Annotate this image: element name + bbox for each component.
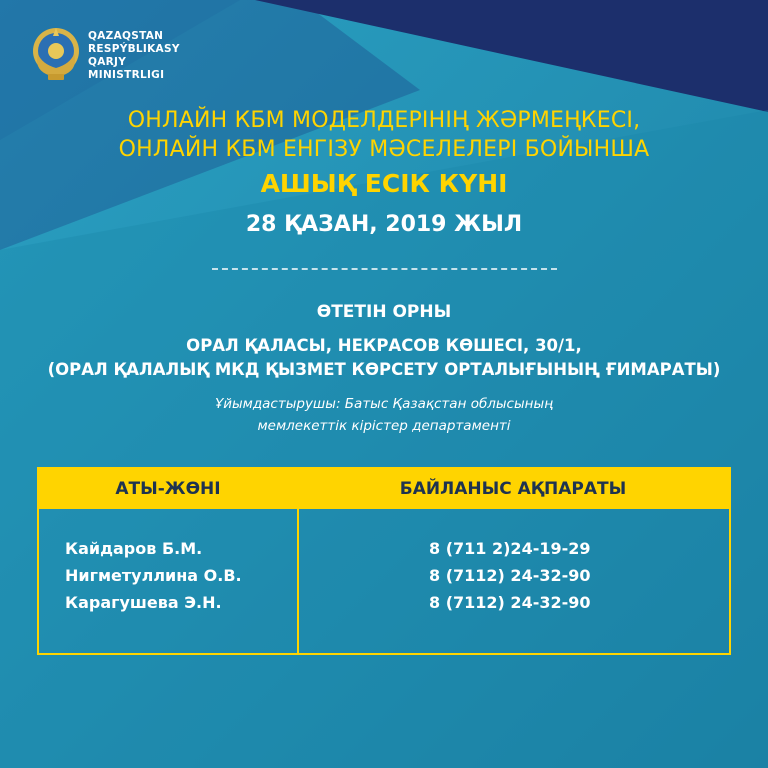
table-header [39,469,729,509]
contact-name: Нигметуллина О.В. [65,566,242,585]
ministry-line: MINISTRLIGI [88,69,165,81]
title-line-2: ОНЛАЙН КБМ ЕНГІЗУ МӘСЕЛЕЛЕРІ БОЙЫНША [118,137,650,162]
phones-column [429,539,591,620]
ministry-line: RESPÝBLIKASY [88,43,180,55]
title-line-3: АШЫҚ ЕСІК КҮНІ [260,169,508,198]
header-contact: БАЙЛАНЫС АҚПАРАТЫ [399,479,627,499]
title-line-1: ОНЛАЙН КБМ МОДЕЛДЕРІНІҢ ЖӘРМЕҢКЕСІ, [127,108,641,133]
organizer-line-2: мемлекеттік кірістер департаменті [257,418,511,434]
dashed-divider [212,268,557,270]
ministry-line: QAZAQSTAN [88,30,164,42]
event-date: 28 ҚАЗАН, 2019 ЖЫЛ [245,212,523,237]
header-name: АТЫ-ЖӨНІ [115,479,221,499]
ministry-line: QARJY [88,56,127,68]
column-divider [297,509,299,653]
contact-phone: 8 (711 2)24-19-29 [429,539,591,558]
contact-phone: 8 (7112) 24-32-90 [429,566,591,585]
kazakhstan-emblem-icon [30,24,82,82]
contacts-table [37,467,731,655]
contact-name: Кайдаров Б.М. [65,539,203,558]
ministry-name [88,30,180,82]
organizer-line-1: Ұйымдастырушы: Батыс Қазақстан облысының [214,396,554,412]
names-column [65,539,242,620]
contact-name: Карагушева Э.Н. [65,593,222,612]
venue-heading: ӨТЕТІН ОРНЫ [316,302,452,322]
venue-address-line-1: ОРАЛ ҚАЛАСЫ, НЕКРАСОВ КӨШЕСІ, 30/1, [186,336,582,355]
venue-address-line-2: (ОРАЛ ҚАЛАЛЫҚ МКД ҚЫЗМЕТ КӨРСЕТУ ОРТАЛЫҒЫНЫҢ ҒИМАРАТЫ) [47,360,721,379]
contact-phone: 8 (7112) 24-32-90 [429,593,591,612]
